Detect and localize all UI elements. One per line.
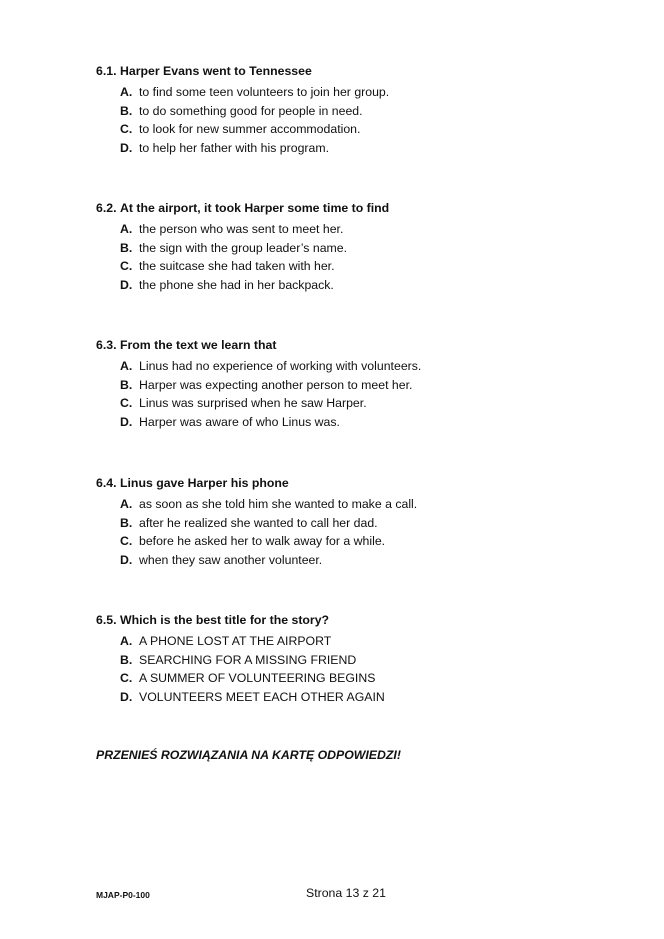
option-letter: A. xyxy=(120,497,133,511)
option-letter: D. xyxy=(120,140,133,155)
question-6-4 xyxy=(96,475,636,570)
question-text: Harper Evans went to Tennessee xyxy=(120,64,312,78)
question-number: 6.2. xyxy=(96,201,117,215)
question-text: Linus gave Harper his phone xyxy=(120,476,289,490)
answer-option-b[interactable] xyxy=(96,515,636,531)
answer-option-d[interactable] xyxy=(96,552,636,568)
question-number: 6.5. xyxy=(96,613,117,627)
option-text: to help her father with his program. xyxy=(139,140,330,155)
answer-options xyxy=(96,358,636,430)
option-text: the person who was sent to meet her. xyxy=(139,222,344,236)
answer-option-c[interactable] xyxy=(96,670,636,686)
answer-option-c[interactable] xyxy=(96,395,636,411)
question-6-2 xyxy=(96,200,636,295)
option-text: A PHONE LOST AT THE AIRPORT xyxy=(139,634,332,648)
option-letter: D. xyxy=(120,414,133,429)
option-text: when they saw another volunteer. xyxy=(139,552,323,567)
question-stem xyxy=(96,63,636,79)
answer-option-a[interactable] xyxy=(96,496,636,512)
option-letter: B. xyxy=(120,652,133,667)
answer-options xyxy=(96,496,636,568)
option-letter: B. xyxy=(120,515,133,530)
option-letter: A. xyxy=(120,85,133,99)
option-text: the suitcase she had taken with her. xyxy=(139,259,335,274)
option-letter: D. xyxy=(120,552,133,567)
option-letter: C. xyxy=(120,396,133,411)
answer-option-d[interactable] xyxy=(96,140,636,156)
option-letter: A. xyxy=(120,222,133,236)
option-text: as soon as she told him she wanted to make a call. xyxy=(139,497,418,511)
option-text: after he realized she wanted to call her dad. xyxy=(139,515,378,530)
question-6-1 xyxy=(96,63,636,158)
question-text: At the airport, it took Harper some time to find xyxy=(120,201,390,215)
option-letter: C. xyxy=(120,534,133,549)
question-text: From the text we learn that xyxy=(120,338,277,352)
question-stem xyxy=(96,475,636,491)
answer-option-c[interactable] xyxy=(96,258,636,274)
option-text: VOLUNTEERS MEET EACH OTHER AGAIN xyxy=(139,689,385,704)
option-text: Linus had no experience of working with volunteers. xyxy=(139,359,422,373)
answer-options xyxy=(96,221,636,293)
exam-code: MJAP-P0-100 xyxy=(96,890,150,900)
option-letter: D. xyxy=(120,689,133,704)
option-text: the sign with the group leader’s name. xyxy=(139,240,348,255)
answer-option-b[interactable] xyxy=(96,103,636,119)
option-letter: A. xyxy=(120,359,133,373)
answer-option-d[interactable] xyxy=(96,689,636,705)
option-text: to do something good for people in need. xyxy=(139,103,363,118)
answer-option-a[interactable] xyxy=(96,358,636,374)
answer-option-d[interactable] xyxy=(96,414,636,430)
answer-option-d[interactable] xyxy=(96,277,636,293)
answer-option-b[interactable] xyxy=(96,240,636,256)
option-text: A SUMMER OF VOLUNTEERING BEGINS xyxy=(139,671,376,686)
option-text: SEARCHING FOR A MISSING FRIEND xyxy=(139,652,357,667)
answer-option-c[interactable] xyxy=(96,533,636,549)
question-stem xyxy=(96,612,636,628)
question-6-5 xyxy=(96,612,636,707)
transfer-answers-reminder: PRZENIEŚ ROZWIĄZANIA NA KARTĘ ODPOWIEDZI! xyxy=(96,748,401,762)
option-text: to find some teen volunteers to join her group. xyxy=(139,85,390,99)
question-number: 6.3. xyxy=(96,338,117,352)
option-text: Linus was surprised when he saw Harper. xyxy=(139,396,367,411)
option-letter: D. xyxy=(120,277,133,292)
option-text: Harper was aware of who Linus was. xyxy=(139,414,340,429)
option-letter: C. xyxy=(120,259,133,274)
question-stem xyxy=(96,337,636,353)
answer-option-a[interactable] xyxy=(96,84,636,100)
option-letter: A. xyxy=(120,634,133,648)
question-stem xyxy=(96,200,636,216)
question-number: 6.1. xyxy=(96,64,117,78)
option-text: before he asked her to walk away for a while. xyxy=(139,534,386,549)
question-6-3 xyxy=(96,337,636,432)
option-text: to look for new summer accommodation. xyxy=(139,122,361,137)
option-letter: C. xyxy=(120,122,133,137)
answer-options xyxy=(96,84,636,156)
answer-option-a[interactable] xyxy=(96,221,636,237)
option-text: the phone she had in her backpack. xyxy=(139,277,334,292)
option-letter: B. xyxy=(120,377,133,392)
answer-options xyxy=(96,633,636,705)
answer-option-b[interactable] xyxy=(96,652,636,668)
option-letter: C. xyxy=(120,671,133,686)
option-letter: B. xyxy=(120,103,133,118)
answer-option-c[interactable] xyxy=(96,121,636,137)
page-number: Strona 13 z 21 xyxy=(306,886,386,900)
answer-option-b[interactable] xyxy=(96,377,636,393)
question-number: 6.4. xyxy=(96,476,117,490)
question-text: Which is the best title for the story? xyxy=(120,613,330,627)
option-letter: B. xyxy=(120,240,133,255)
answer-option-a[interactable] xyxy=(96,633,636,649)
option-text: Harper was expecting another person to meet her. xyxy=(139,377,413,392)
